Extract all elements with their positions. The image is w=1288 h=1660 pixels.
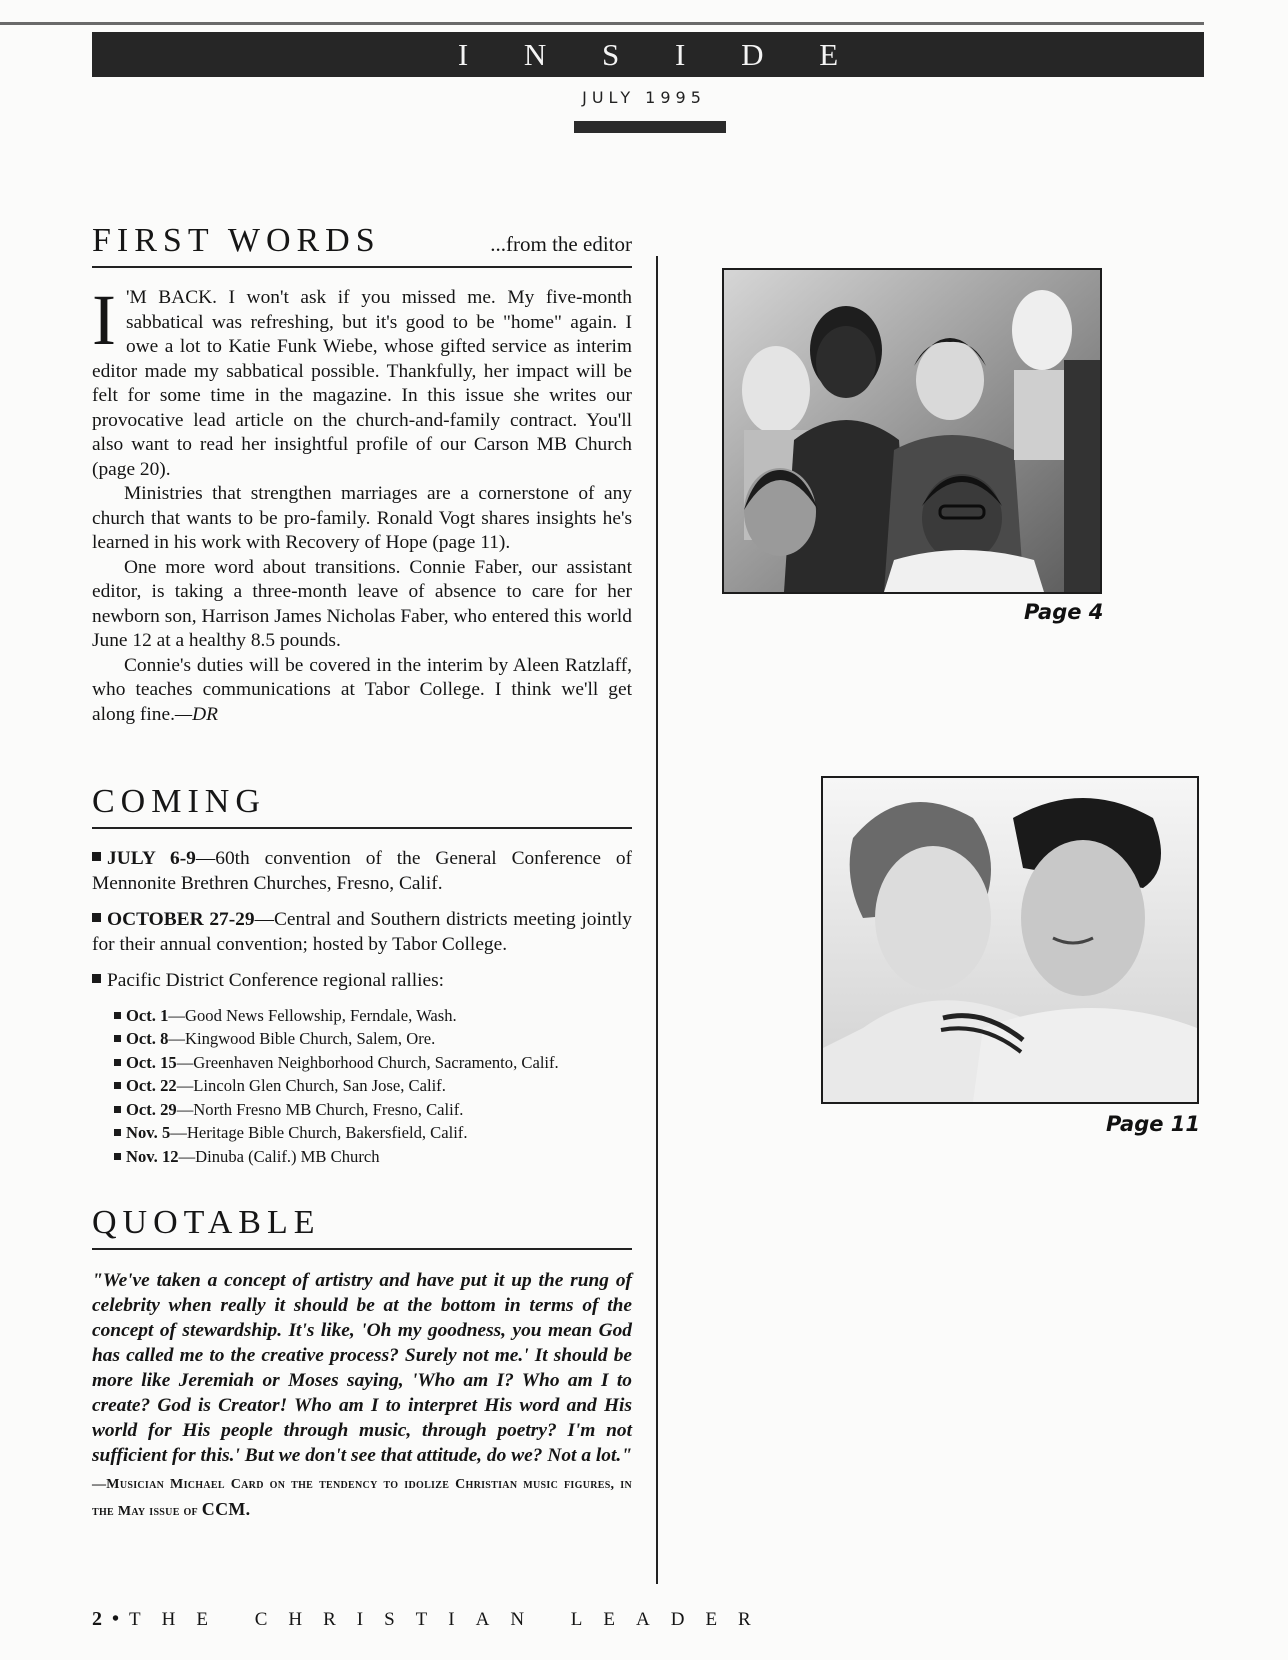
quote-attribution-text: —Musician Michael Card on the tendency to idolize Christian music figures, in the May issue of [92,1477,632,1519]
quote-attribution [92,1477,632,1519]
quote-text: "We've taken a concept of artistry and have put it up the rung of celebrity when really it should be at the bottom in terms of the concept of stewardship. It's like, 'Oh my goodness, you mean God has called me to the creative process? Surely not me.' It should be more like Jeremiah or Moses saying, 'Who am I? Who am I to create? God is Creator! Who am I to interpret His word and His world for His people through music, through poetry? I'm not sufficient for this.' But we don't see that attitude, do we? Not a lot." [92,1270,632,1466]
rally-text: —Good News Fellowship, Ferndale, Wash. [168,1005,457,1025]
rally-text: —North Fresno MB Church, Fresno, Calif. [176,1099,464,1119]
event-item [92,847,632,896]
bullet-square-icon [114,1035,121,1042]
family-photo [722,268,1102,594]
first-words-title: FIRST WORDS [92,222,381,259]
bullet-square-icon [114,1153,121,1160]
photo-caption-page-11: Page 11 [1106,1112,1201,1136]
couple-photo [821,776,1199,1104]
rally-item [114,1121,632,1145]
page-number: 2 [92,1608,102,1630]
event-item [92,908,632,957]
rallies-intro-text: Pacific District Conference regional rallies: [107,970,445,991]
coming-title: COMING [92,783,266,820]
editor-signature: —DR [174,703,219,725]
inside-banner: I N S I D E [92,32,1204,77]
rally-date: Oct. 8 [126,1029,169,1048]
event-text: —60th convention of the General Conference of Mennonite Brethren Churches, Fresno, Calif. [92,848,632,894]
rally-item [114,1145,632,1169]
rally-item [114,1004,632,1028]
event-date: JULY 6-9 [107,848,196,869]
rally-item [114,1074,632,1098]
first-words-text-4: Connie's duties will be covered in the interim by Aleen Ratzlaff, who teaches communications at Tabor College. I think we'll get along fine. [92,654,632,725]
rally-text: —Heritage Bible Church, Bakersfield, Calif. [170,1123,468,1142]
rally-text: —Greenhaven Neighborhood Church, Sacramento, Calif. [176,1052,559,1072]
rally-text: —Dinuba (Calif.) MB Church [178,1146,380,1166]
bullet-square-icon [114,1129,121,1136]
rally-date: Oct. 1 [126,1005,169,1025]
rally-list [92,1004,632,1169]
bullet-square-icon [92,852,101,861]
quotable-header [92,1204,632,1250]
event-text: —Central and Southern districts meeting jointly for their annual convention; hosted by Tabor College. [92,909,632,955]
event-date: OCTOBER 27-29 [107,909,255,930]
rally-date: Oct. 22 [126,1076,177,1095]
rally-item [114,1051,632,1075]
quote-block [92,1268,632,1524]
first-words-text-1: 'M BACK. I won't ask if you missed me. My five-month sabbatical was refreshing, but it's good to be "home" again. I owe a lot to Katie Funk Wiebe, whose gifted service as interim editor made my sabbatical possible. Thankfully, her impact will be felt for some time in the magazine. In this issue she writes our provocative lead article on the church-and-family contract. You'll also want to read her insightful profile of our Carson MB Church (page 20). [92,287,632,480]
column-divider [656,256,658,1584]
rally-date: Oct. 15 [126,1052,177,1072]
footer-separator: • [112,1608,120,1630]
first-words-paragraph-1 [92,280,632,482]
left-column [92,222,632,1524]
bullet-square-icon [114,1012,121,1019]
rally-text: —Lincoln Glen Church, San Jose, Calif. [176,1076,446,1095]
first-words-header [92,222,632,268]
first-words-paragraph-2: Ministries that strengthen marriages are a cornerstone of any church that wants to be pro-family. Ronald Vogt shares insights he's learned in his work with Recovery of Hope (page 11). [92,483,632,553]
bullet-square-icon [92,913,101,922]
first-words-paragraph-3: One more word about transitions. Connie Faber, our assistant editor, is taking a three-month leave of absence to care for her newborn son, Harrison James Nicholas Faber, who entered this world June 12 at a healthy 8.5 pounds. [92,556,632,651]
photo-caption-page-4: Page 4 [1024,600,1104,624]
quotable-section [92,1204,632,1524]
date-bar [574,121,726,133]
quote-source: CCM. [201,1499,251,1519]
top-rule [0,22,1204,25]
bullet-square-icon [114,1059,121,1066]
coming-header [92,783,632,829]
quotable-title: QUOTABLE [92,1204,321,1241]
magazine-name: THE CHRISTIAN LEADER [129,1609,772,1630]
editor-byline: ...from the editor [490,232,632,256]
rally-date: Nov. 12 [126,1146,179,1166]
rally-text: —Kingwood Bible Church, Salem, Ore. [168,1029,436,1048]
bullet-square-icon [114,1082,121,1089]
bullet-square-icon [114,1106,121,1113]
rally-date: Oct. 29 [126,1099,177,1119]
rallies-intro [92,969,632,994]
first-words-section [92,222,632,727]
rally-item [114,1027,632,1051]
rally-date: Nov. 5 [126,1123,171,1142]
page-footer [92,1608,772,1631]
first-words-paragraph-4 [92,654,632,728]
drop-cap: I [92,280,116,360]
bullet-square-icon [92,974,101,983]
rally-item [114,1098,632,1122]
coming-section [92,783,632,1168]
issue-date: JULY 1995 [582,88,706,107]
